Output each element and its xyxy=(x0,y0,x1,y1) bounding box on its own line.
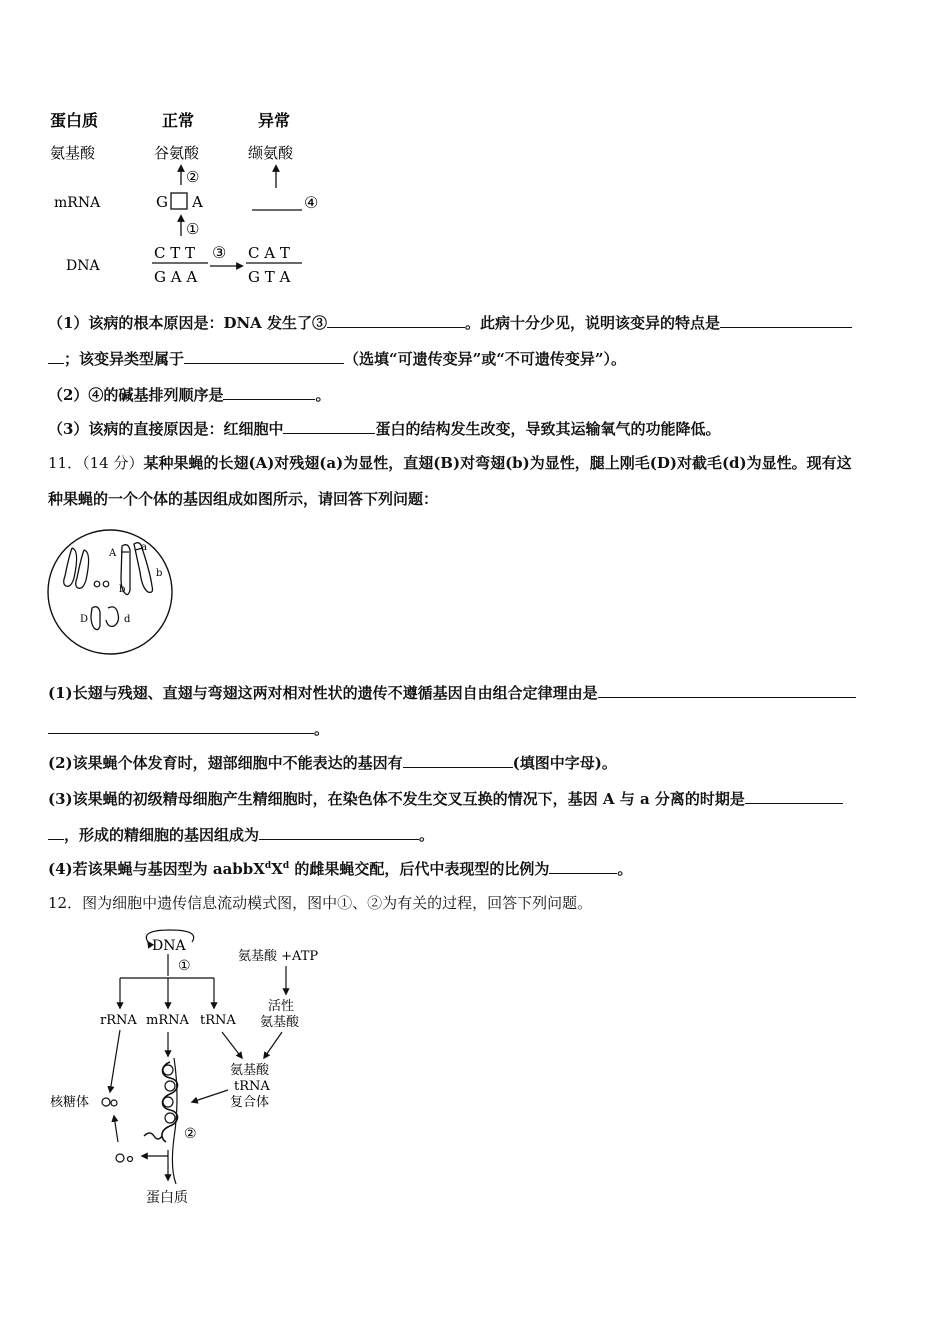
row-label-amino-acid: 氨基酸 xyxy=(50,144,96,162)
label-rrna: rRNA xyxy=(100,1013,137,1028)
label-complex-1: 氨基酸 xyxy=(230,1063,270,1078)
arrow-complex-to-ribosome xyxy=(192,1090,228,1102)
mutation-diagram xyxy=(40,100,340,295)
header-protein: 蛋白质 xyxy=(50,111,99,130)
row-label-dna: DNA xyxy=(66,258,100,274)
label-trna: tRNA xyxy=(200,1013,236,1028)
q11-sub2: (2)该果蝇个体发育时，翅部细胞中不能表达的基因有 (填图中字母)。 xyxy=(48,754,617,772)
genetic-information-flow-diagram xyxy=(44,924,344,1214)
arrow-trna-to-complex xyxy=(222,1032,242,1058)
marker-4: ④ xyxy=(304,193,319,212)
mrna-base-g: G xyxy=(156,193,168,211)
q12-stem: 12．图为细胞中遗传信息流动模式图，图中①、②为有关的过程，回答下列问题。 xyxy=(48,894,593,912)
label-amino-acid-atp: 氨基酸 +ATP xyxy=(238,949,319,964)
q11-sub3-line2: ，形成的精细胞的基因组成为 。 xyxy=(48,824,434,845)
dna-normal-bottom: G A A xyxy=(154,268,198,286)
arrow-recycle-up xyxy=(114,1116,118,1142)
marker-2: ② xyxy=(186,168,200,186)
ribosome-on-mrna-1 xyxy=(163,1065,173,1075)
gene-label-D: D xyxy=(80,614,89,625)
peptide-tail xyxy=(144,1133,162,1139)
gene-label-a: a xyxy=(141,542,147,553)
header-normal: 正常 xyxy=(162,111,195,130)
arrow-rrna-to-ribosome xyxy=(110,1030,120,1092)
chromosome-d xyxy=(106,607,119,627)
q10-part1-line2: ；该变异类型属于 （选填“可遗传变异”或“不可遗传变异”）。 xyxy=(48,348,626,369)
gene-label-d: d xyxy=(124,614,131,625)
q10-part3: （3）该病的直接原因是：红细胞中 蛋白的结构发生改变，导致其运输氧气的功能降低。 xyxy=(48,420,721,438)
dna-abnormal-bottom: G T A xyxy=(248,268,291,286)
label-ribosome: 核糖体 xyxy=(50,1095,90,1110)
fruit-fly-chromosome-diagram xyxy=(42,526,182,661)
label-protein: 蛋白质 xyxy=(146,1190,188,1206)
marker-1: ① xyxy=(186,220,200,238)
dna-abnormal-top: C A T xyxy=(248,244,290,262)
q11-sub3-line1: (3)该果蝇的初级精母细胞产生精细胞时，在染色体不发生交叉互换的情况下，基因 A 与 a 分离的时期是 xyxy=(48,788,843,809)
gene-label-A: A xyxy=(109,548,117,559)
ribosome-large-subunit xyxy=(102,1098,110,1106)
q10-part2: （2）④的碱基排列顺序是 。 xyxy=(48,386,331,404)
ribosome-on-mrna-2 xyxy=(165,1081,175,1091)
q11-stem-line1: 11．（14 分）某种果蝇的长翅(A)对残翅(a)为显性，直翅(B)对弯翅(b)为显性，腿上刚毛(D)对截毛(d)为显性。现有这 xyxy=(48,454,852,472)
free-ribosome-small xyxy=(128,1157,133,1162)
chromosome-dot-1 xyxy=(94,581,100,587)
ribosome-on-mrna-4 xyxy=(165,1113,175,1123)
header-abnormal: 异常 xyxy=(258,111,291,130)
label-complex-3: 复合体 xyxy=(230,1095,270,1110)
arrow-aa-to-complex xyxy=(264,1032,282,1058)
chromosome-dot-2 xyxy=(103,581,109,587)
gene-label-b-right: b xyxy=(156,568,163,579)
label-process-1: ① xyxy=(178,958,191,974)
ribosome-on-mrna-3 xyxy=(163,1097,173,1107)
q11-sub1-line2: 。 xyxy=(48,718,329,739)
chromosome-left-1 xyxy=(64,548,77,586)
chromosome-D xyxy=(91,607,100,630)
chromosome-left-2 xyxy=(76,550,89,588)
q11-sub1-line1: (1)长翅与残翅、直翅与弯翅这两对相对性状的遗传不遵循基因自由组合定律理由是 xyxy=(48,682,856,703)
label-mrna: mRNA xyxy=(146,1013,189,1028)
mrna-blank-box xyxy=(171,193,187,209)
mrna-base-a: A xyxy=(192,193,203,211)
abnormal-amino-acid: 缬氨酸 xyxy=(248,144,294,162)
dna-normal-top: C T T xyxy=(154,244,196,262)
ribosome-small-subunit xyxy=(111,1100,117,1106)
q11-stem-line2: 种果蝇的一个个体的基因组成如图所示，请回答下列问题： xyxy=(48,490,439,508)
normal-amino-acid: 谷氨酸 xyxy=(154,144,200,162)
label-process-2: ② xyxy=(184,1126,197,1142)
marker-3: ③ xyxy=(212,243,227,262)
free-ribosome-large xyxy=(116,1154,124,1162)
gene-label-b-left: b xyxy=(119,584,126,595)
label-active-2: 氨基酸 xyxy=(260,1015,300,1030)
row-label-mrna: mRNA xyxy=(54,195,101,211)
q10-part1-line1: （1）该病的根本原因是：DNA 发生了③ 。此病十分少见，说明该变异的特点是 xyxy=(48,312,852,333)
label-complex-2: tRNA xyxy=(234,1079,270,1094)
label-active-1: 活性 xyxy=(268,999,295,1014)
label-dna: DNA xyxy=(152,938,186,954)
q11-sub4: (4)若该果蝇与基因型为 $aabbX^dX^d$ 的雌果蝇交配，后代中表现型的比例为 。 xyxy=(48,860,633,878)
